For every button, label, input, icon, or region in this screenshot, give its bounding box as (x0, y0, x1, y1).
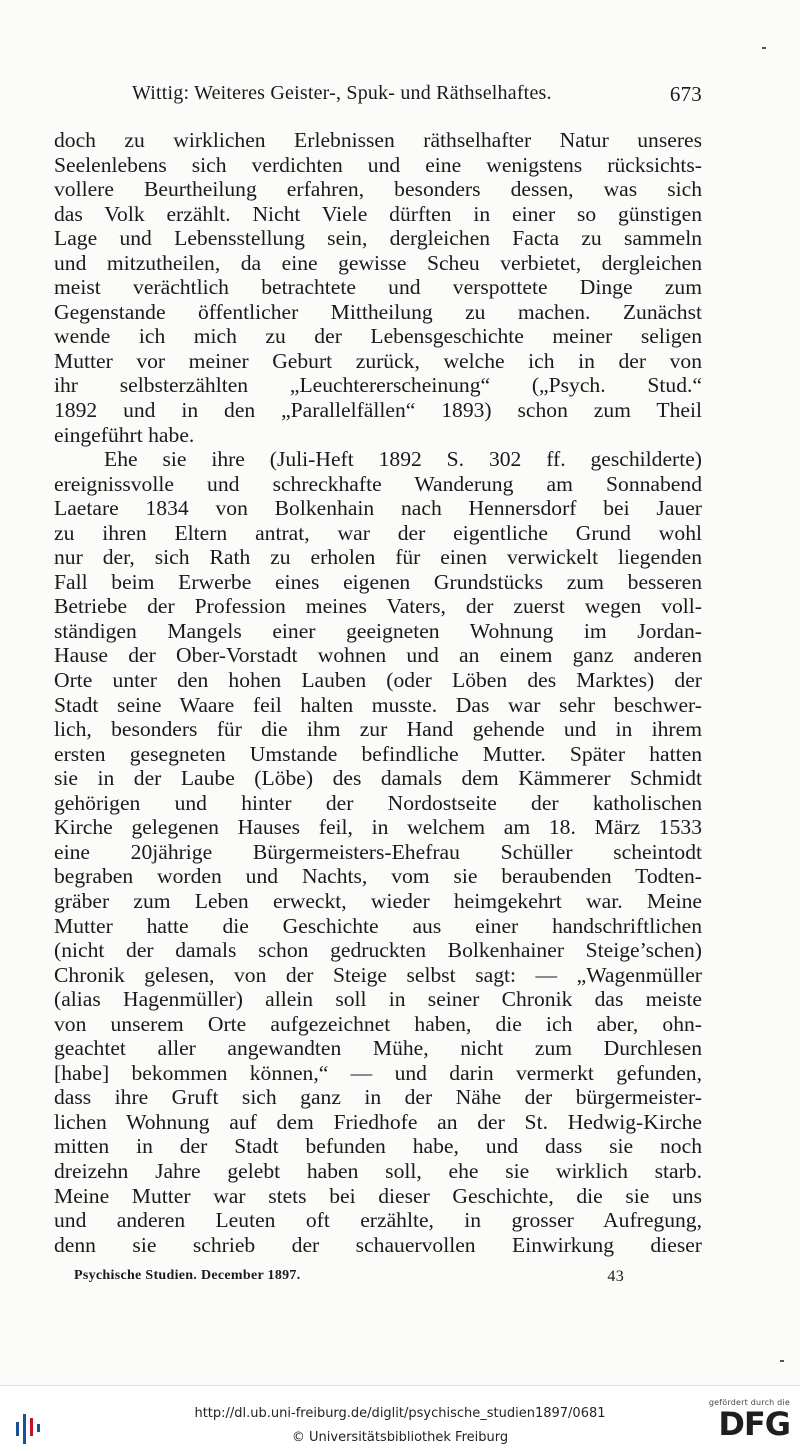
text-line: Ehe sie ihre (Juli-Heft 1892 S. 302 ff. geschilderte) (104, 447, 702, 472)
running-head-title: Wittig: Weiteres Geister-, Spuk- und Räthselhaftes. (132, 82, 552, 104)
page-footer (74, 1268, 634, 1286)
text-line: denn sie schrieb der schauervollen Einwirkung dieser (54, 1232, 702, 1257)
text-line: Betriebe der Profession meines Vaters, der zuerst wegen voll- (54, 594, 702, 619)
text-line: lich, besonders für die ihm zur Hand gehende und in ihrem (54, 717, 702, 742)
text-line: dreizehn Jahre gelebt haben soll, ehe sie wirklich starb. (54, 1158, 702, 1183)
viewer-footer-bar (0, 1385, 800, 1452)
paragraph-1 (54, 128, 702, 447)
text-line: Meine Mutter war stets bei dieser Geschichte, die sie uns (54, 1183, 702, 1208)
page-number: 673 (669, 82, 702, 106)
text-line: (alias Hagenmüller) allein soll in seiner Chronik das meiste (54, 987, 702, 1012)
text-line: von unserem Orte aufgezeichnet haben, die ich aber, ohn- (54, 1011, 702, 1036)
document-url[interactable]: http://dl.ub.uni-freiburg.de/diglit/psychische_studien1897/0681 (194, 1406, 606, 1421)
text-line: das Volk erzählt. Nicht Viele dürften in einer so günstigen (54, 201, 702, 226)
text-line: meist verächtlich betrachtete und verspottete Dinge zum (54, 275, 702, 300)
text-line: Hause der Ober-Vorstadt wohnen und an einem ganz anderen (54, 643, 702, 668)
journal-footer: Psychische Studien. December 1897. (74, 1268, 301, 1283)
text-line: Stadt seine Waare feil halten musste. Das war sehr beschwer- (54, 692, 702, 717)
text-line: ihr selbsterzählten „Leuchtererscheinung“ („Psych. Stud.“ (54, 373, 702, 398)
text-line: Kirche gelegenen Hauses feil, in welchem am 18. März 1533 (54, 815, 702, 840)
text-line: sie in der Laube (Löbe) des damals dem Kämmerer Schmidt (54, 766, 702, 791)
text-line: Lage und Lebensstellung sein, dergleichen Facta zu sammeln (54, 226, 702, 251)
body-text (54, 128, 702, 1257)
text-line: ereignissvolle und schreckhafte Wanderung am Sonnabend (54, 471, 702, 496)
text-line: Gegenstande öffentlicher Mittheilung zu machen. Zunächst (54, 299, 702, 324)
text-line: 1892 und in den „Parallelfällen“ 1893) schon zum Theil (54, 398, 702, 423)
text-line: ständigen Mangels einer geeigneten Wohnung im Jordan- (54, 618, 702, 643)
copyright-notice: © Universitätsbibliothek Freiburg (291, 1430, 509, 1445)
signature-mark: 43 (607, 1268, 624, 1285)
text-line: mitten in der Stadt befunden habe, und dass sie noch (54, 1134, 702, 1159)
text-line: Mutter hatte die Geschichte aus einer handschriftlichen (54, 913, 702, 938)
text-line: dass ihre Gruft sich ganz in der Nähe der bürgermeister- (54, 1085, 702, 1110)
text-line: geachtet aller angewandten Mühe, nicht zum Durchlesen (54, 1036, 702, 1061)
text-line: ersten gesegneten Umstande befindliche Mutter. Später hatten (54, 741, 702, 766)
text-line: begraben worden und Nachts, vom sie beraubenden Todten- (54, 864, 702, 889)
running-head (132, 82, 702, 107)
text-line: Laetare 1834 von Bolkenhain nach Hennersdorf bei Jauer (54, 496, 702, 521)
text-line: nur der, sich Rath zu erholen für einen verwickelt liegenden (54, 545, 702, 570)
text-line: wende ich mich zu der Lebensgeschichte meiner seligen (54, 324, 702, 349)
text-line: gräber zum Leben erweckt, wieder heimgekehrt war. Meine (54, 888, 702, 913)
text-line: doch zu wirklichen Erlebnissen räthselhafter Natur unseres (54, 128, 702, 152)
text-line: und anderen Leuten oft erzählte, in grosser Aufregung, (54, 1208, 702, 1233)
text-line: eine 20jährige Bürgermeisters-Ehefrau Schüller scheintodt (54, 839, 702, 864)
paragraph-2 (54, 447, 702, 1257)
text-line: [habe] bekommen können,“ — und darin vermerkt gefunden, (54, 1060, 702, 1085)
dfg-funding-label: gefördert durch die (708, 1398, 790, 1407)
dfg-logo-icon (706, 1398, 790, 1448)
text-line: eingeführt habe. (54, 422, 195, 447)
text-line: gehörigen und hinter der Nordostseite der katholischen (54, 790, 702, 815)
text-line: Seelenlebens sich verdichten und eine wenigstens rücksichts- (54, 152, 702, 177)
scan-mark (780, 1360, 784, 1362)
text-line: (nicht der damals schon gedruckten Bolkenhainer Steige’schen) (54, 938, 702, 963)
text-line: vollere Beurtheilung erfahren, besonders dessen, was sich (54, 177, 702, 202)
text-line: Fall beim Erwerbe eines eigenen Grundstücks zum besseren (54, 569, 702, 594)
text-line: Orte unter den hohen Lauben (oder Löben des Marktes) der (54, 668, 702, 693)
text-line: lichen Wohnung auf dem Friedhofe an der St. Hedwig-Kirche (54, 1109, 702, 1134)
text-line: und mitzutheilen, da eine gewisse Scheu verbietet, dergleichen (54, 250, 702, 275)
text-line: Chronik gelesen, von der Steige selbst sagt: — „Wagenmüller (54, 962, 702, 987)
dfg-wordmark: DFG (718, 1405, 790, 1443)
text-line: Mutter vor meiner Geburt zurück, welche ich in der von (54, 348, 702, 373)
scan-mark (762, 47, 766, 49)
text-line: zu ihren Eltern antrat, war der eigentliche Grund wohl (54, 520, 702, 545)
